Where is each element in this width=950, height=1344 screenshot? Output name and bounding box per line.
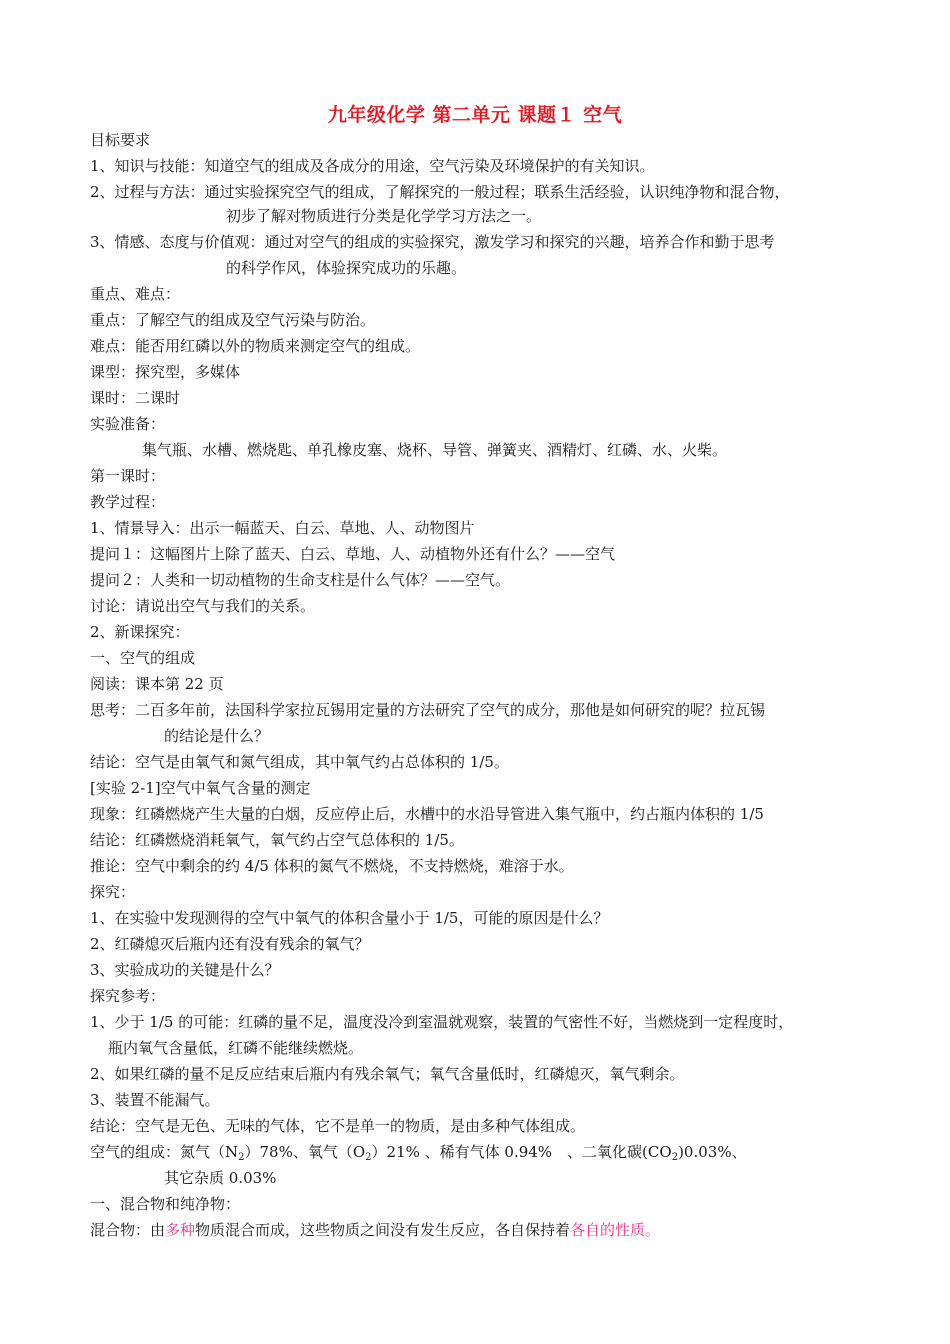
text-line: 重点、难点：	[90, 285, 181, 303]
air-composition-line	[90, 1142, 747, 1162]
text-line: 结论：空气是由氧气和氮气组成，其中氧气约占总体积的 1/5。	[90, 753, 509, 771]
text-line: 现象：红磷燃烧产生大量的白烟，反应停止后，水槽中的水沿导管进入集气瓶中，约占瓶内体积的 1/5	[90, 805, 764, 823]
text-line: 探究：	[90, 883, 136, 901]
highlight-text: 多种	[165, 1221, 196, 1239]
highlight-text: 各自的性质。	[570, 1221, 661, 1239]
definition-text: 物质混合而成，这些物质之间没有发生反应，各自保持着	[195, 1221, 571, 1239]
text-line: 1、知识与技能：知道空气的组成及各成分的用途，空气污染及环境保护的有关知识。	[90, 157, 655, 175]
text-line: 目标要求	[90, 131, 151, 149]
text-line: 1、在实验中发现测得的空气中氧气的体积含量小于 1/5，可能的原因是什么？	[90, 909, 609, 927]
text-line: 瓶内氧气含量低，红磷不能继续燃烧。	[108, 1039, 364, 1057]
section-heading: 一、混合物和纯净物：	[90, 1195, 241, 1213]
text-line: 阅读：课本第 22 页	[90, 675, 224, 693]
text-line: 推论：空气中剩余的约 4/5 体积的氮气不燃烧，不支持燃烧，难溶于水。	[90, 857, 574, 875]
text-line: 思考：二百多年前，法国科学家拉瓦锡用定量的方法研究了空气的成分，那他是如何研究的呢？拉瓦锡	[90, 701, 766, 719]
text-line: [实验 2-1]空气中氧气含量的测定	[90, 779, 311, 797]
text-line: 难点：能否用红磷以外的物质来测定空气的组成。	[90, 337, 421, 355]
text-line: 3、情感、态度与价值观：通过对空气的组成的实验探究，激发学习和探究的兴趣，培养合作和勤于思考	[90, 233, 775, 251]
text-line: 提问１：这幅图片上除了蓝天、白云、草地、人、动植物外还有什么？——空气	[90, 545, 616, 563]
text-line: 讨论：请说出空气与我们的关系。	[90, 597, 316, 615]
mixture-definition	[90, 1220, 660, 1240]
page-title: 九年级化学 第二单元 课题１ 空气	[327, 104, 623, 126]
subscript: 2	[238, 1152, 245, 1163]
text-line: 集气瓶、水槽、燃烧匙、单孔橡皮塞、烧杯、导管、弹簧夹、酒精灯、红磷、水、火柴。	[142, 441, 728, 459]
composition-text: ）78%、氧气（O	[244, 1143, 366, 1161]
composition-text: )0.03%、	[678, 1143, 747, 1161]
subscript: 2	[365, 1152, 372, 1163]
text-line: 其它杂质 0.03%	[164, 1169, 277, 1187]
composition-text: ）21% 、稀有气体 0.94% 、二氧化碳(CO	[371, 1143, 672, 1161]
text-line: 第一课时：	[90, 467, 166, 485]
text-line: 3、实验成功的关键是什么？	[90, 961, 280, 979]
text-line: 一、空气的组成	[90, 649, 196, 667]
text-line: 2、过程与方法：通过实验探究空气的组成，了解探究的一般过程；联系生活经验，认识纯净物和混合物，	[90, 183, 790, 201]
text-line: 重点：了解空气的组成及空气污染与防治。	[90, 311, 376, 329]
text-line: 1、情景导入：出示一幅蓝天、白云、草地、人、动物图片	[90, 519, 475, 537]
text-line: 2、新课探究：	[90, 623, 190, 641]
text-line: 课型：探究型，多媒体	[90, 363, 241, 381]
text-line: 的科学作风，体验探究成功的乐趣。	[226, 259, 467, 277]
text-line: 实验准备：	[90, 415, 166, 433]
text-line: 的结论是什么？	[164, 727, 270, 745]
text-line: 结论：红磷燃烧消耗氧气，氧气约占空气总体积的 1/5。	[90, 831, 464, 849]
text-line: 探究参考：	[90, 987, 166, 1005]
text-line: 结论：空气是无色、无味的气体，它不是单一的物质，是由多种气体组成。	[90, 1117, 586, 1135]
composition-text: 空气的组成：氮气（N	[90, 1143, 239, 1161]
text-line: 课时：二课时	[90, 389, 181, 407]
text-line: 1、少于 1/5 的可能：红磷的量不足，温度没冷到室温就观察，装置的气密性不好，当燃烧到一定程度时，	[90, 1013, 794, 1031]
subscript: 2	[671, 1152, 679, 1163]
text-line: 2、红磷熄灭后瓶内还有没有残余的氧气？	[90, 935, 370, 953]
text-line: 教学过程：	[90, 493, 166, 511]
definition-text: 混合物：由	[90, 1221, 166, 1239]
text-line: 初步了解对物质进行分类是化学学习方法之一。	[226, 207, 542, 225]
text-line: 提问２：人类和一切动植物的生命支柱是什么气体？——空气。	[90, 571, 511, 589]
text-line: 3、装置不能漏气。	[90, 1091, 220, 1109]
text-line: 2、如果红磷的量不足反应结束后瓶内有残余氧气；氧气含量低时，红磷熄灭，氧气剩余。	[90, 1065, 685, 1083]
